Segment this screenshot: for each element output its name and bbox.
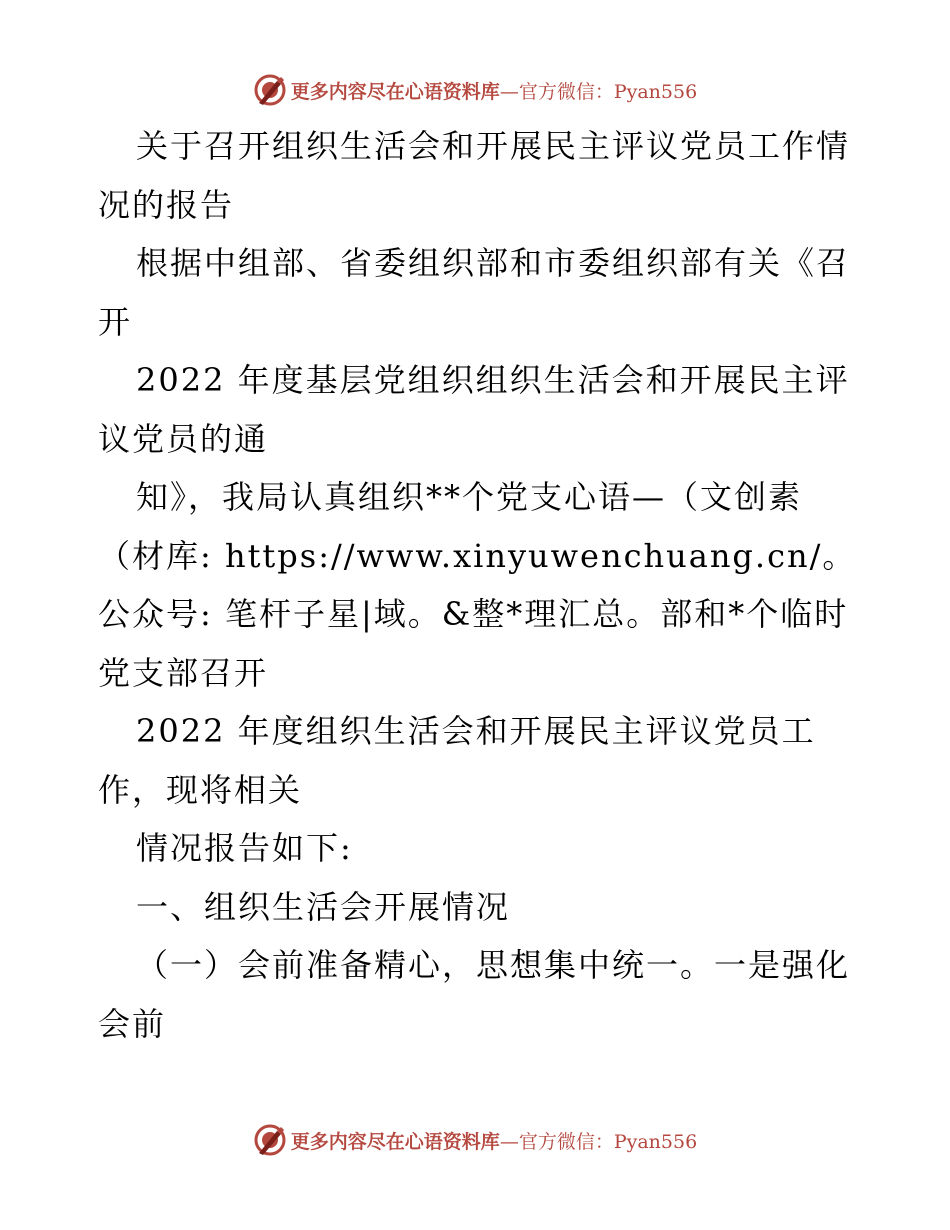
pen-logo-icon: [253, 73, 287, 107]
document-title: 关于召开组织生活会和开展民主评议党员工作情况的报告: [98, 127, 851, 224]
banner-text: 更多内容尽在心语资料库—官方微信：Pyan556: [290, 80, 698, 103]
paragraph: 知》，我局认真组织**个党支心语—（文创素（材库: https://www.xinyuwenchuang.cn/。公众号: 笔杆子星|域。&整*理汇总。部和*个临时党支部召开: [98, 478, 857, 692]
paragraph: （一）会前准备精心，思想集中统一。一是强化会前: [98, 946, 851, 1043]
paragraph: 根据中组部、省委组织部和市委组织部有关《召开: [98, 244, 851, 341]
section-heading: 一、组织生活会开展情况: [136, 887, 511, 926]
paragraph: 2022 年度组织生活会和开展民主评议党员工作，现将相关: [98, 712, 816, 809]
footer-watermark-banner: [0, 1120, 950, 1160]
document-body: [98, 117, 858, 1053]
pen-logo-icon: [253, 1123, 287, 1157]
banner-text: 更多内容尽在心语资料库—官方微信：Pyan556: [290, 1130, 698, 1153]
paragraph: 情况报告如下:: [136, 829, 353, 867]
header-watermark-banner: [0, 70, 950, 110]
paragraph: 2022 年度基层党组织组织生活会和开展民主评议党员的通: [98, 361, 850, 458]
